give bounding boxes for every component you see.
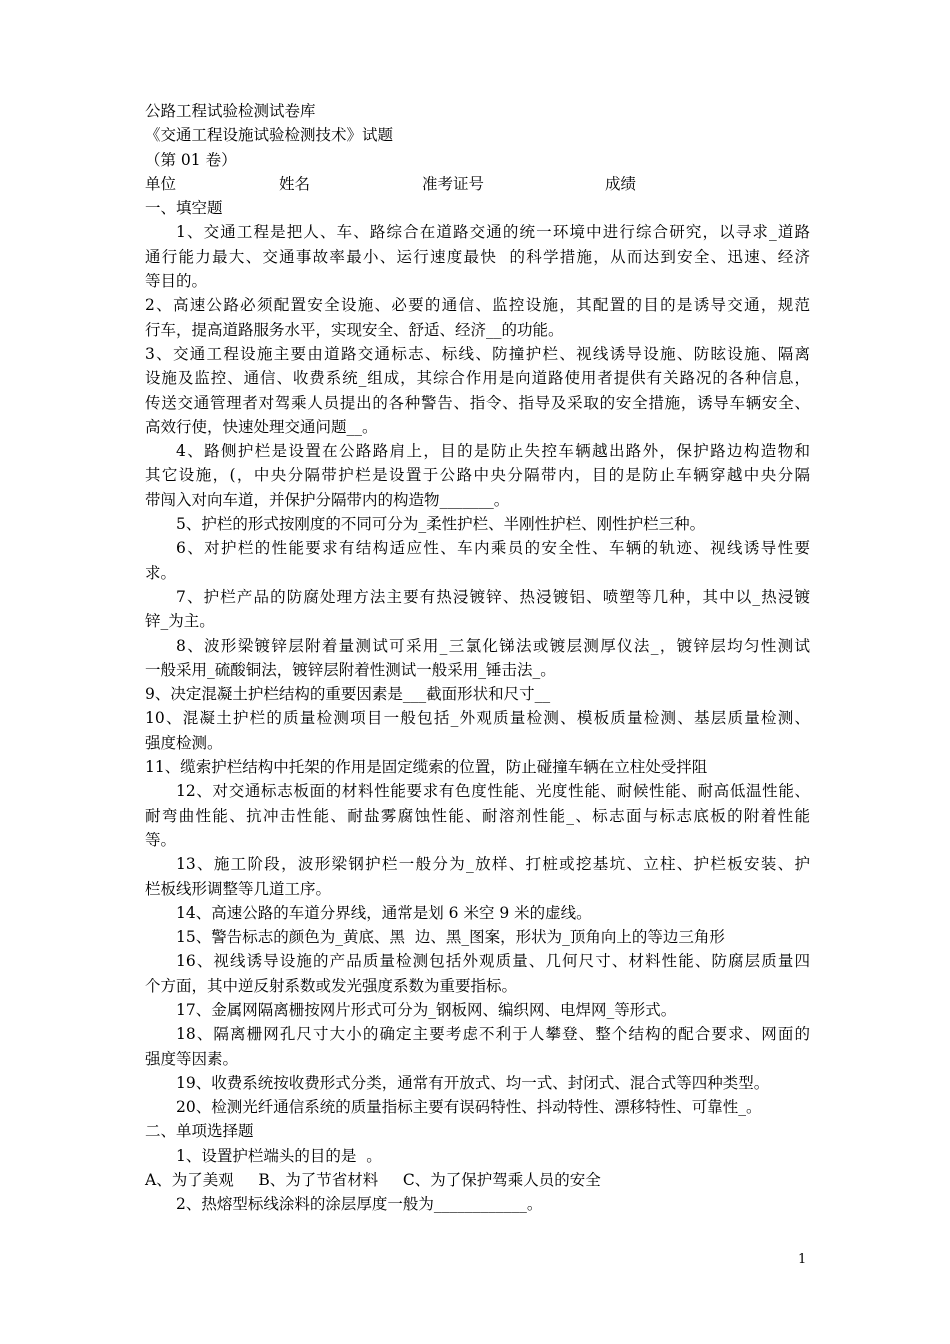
question-line: 栏板线形调整等几道工序。 — [145, 879, 332, 898]
question-line: 等。 — [145, 830, 177, 849]
volume-label: （第 01 卷） — [145, 150, 237, 169]
question-line: 强度检测。 — [145, 733, 223, 752]
document-title: 公路工程试验检测试卷库 — [145, 102, 316, 120]
question-line: 1、交通工程是把人、车、路综合在道路交通的统一环境中进行综合研究，以寻求_道路 — [176, 223, 810, 242]
question-line: 17、金属网隔离栅按网片形式可分为_钢板网、编织网、电焊网_等形式。 — [176, 1000, 677, 1019]
question-line: 3、交通工程设施主要由道路交通标志、标线、防撞护栏、视线诱导设施、防眩设施、隔离 — [145, 344, 810, 363]
question-line: 20、检测光纤通信系统的质量指标主要有误码特性、抖动特性、漂移特性、可靠性_。 — [176, 1098, 762, 1117]
field-exam-id: 准考证号 — [422, 174, 485, 193]
question-line: 8、波形梁镀锌层附着量测试可采用_三氯化锑法或镀层测厚仪法_，镀锌层均匀性测试 — [176, 636, 810, 655]
question-line: 耐弯曲性能、抗冲击性能、耐盐雾腐蚀性能、耐溶剂性能_、标志面与标志底板的附着性能 — [145, 806, 810, 825]
question-line: 12、对交通标志板面的材料性能要求有色度性能、光度性能、耐候性能、耐高低温性能、 — [176, 782, 810, 801]
question-line: 13、施工阶段，波形梁钢护栏一般分为_放样、打桩或挖基坑、立柱、护栏板安装、护 — [176, 855, 810, 874]
section-title: 二、单项选择题 — [145, 1122, 254, 1141]
question-line: 高效行使，快速处理交通问题__。 — [145, 417, 378, 436]
question-line: 设施及监控、通信、收费系统_组成，其综合作用是向道路使用者提供有关路况的各种信息， — [145, 369, 810, 388]
field-name: 姓名 — [279, 174, 311, 193]
question-line: 14、高速公路的车道分界线，通常是划 6 米空 9 米的虚线。 — [176, 903, 592, 922]
question-line: 锌_为主。 — [145, 612, 215, 631]
exam-subtitle: 《交通工程设施试验检测技术》试题 — [145, 126, 394, 145]
question-line: 15、警告标志的颜色为_黄底、黑 边、黑_图案，形状为_顶角向上的等边三角形 — [176, 928, 725, 947]
question-line: 18、隔离栅网孔尺寸大小的确定主要考虑不利于人攀登、整个结构的配合要求、网面的 — [176, 1025, 810, 1044]
question-line: 通行能力最大、交通事故率最小、运行速度最快 的科学措施，从而达到安全、迅速、经济 — [145, 247, 810, 266]
question-line: 10、混凝土护栏的质量检测项目一般包括_外观质量检测、模板质量检测、基层质量检测、 — [145, 709, 810, 728]
candidate-info-row — [145, 172, 810, 196]
question-line: 4、路侧护栏是设置在公路路肩上，目的是防止失控车辆越出路外，保护路边构造物和 — [176, 442, 810, 461]
question-line: 行车，提高道路服务水平，实现安全、舒适、经济__的功能。 — [145, 320, 564, 339]
section-title: 一、填空题 — [145, 199, 223, 218]
question-line: 个方面，其中逆反射系数或发光强度系数为重要指标。 — [145, 976, 518, 995]
page-number: 1 — [798, 1252, 807, 1267]
field-unit: 单位 — [145, 174, 177, 193]
question-line: 等目的。 — [145, 272, 208, 291]
question-line: 带闯入对向车道，并保护分隔带内的构造物_______。 — [145, 490, 510, 509]
question-line: 2、热熔型标线涂料的涂层厚度一般为____________。 — [176, 1195, 543, 1214]
question-line: 9、决定混凝土护栏结构的重要因素是___截面形状和尺寸__ — [145, 685, 551, 704]
answer-options: A、为了美观 B、为了节省材料 C、为了保护驾乘人员的安全 — [145, 1171, 601, 1190]
question-line: 6、对护栏的性能要求有结构适应性、车内乘员的安全性、车辆的轨迹、视线诱导性要 — [176, 539, 810, 558]
question-line: 19、收费系统按收费形式分类，通常有开放式、均一式、封闭式、混合式等四种类型。 — [176, 1073, 770, 1092]
question-line: 7、护栏产品的防腐处理方法主要有热浸镀锌、热浸镀铝、喷塑等几种，其中以_热浸镀 — [176, 587, 810, 606]
question-line: 1、设置护栏端头的目的是 。 — [176, 1146, 382, 1165]
document-body — [145, 99, 810, 1217]
question-line: 求。 — [145, 563, 177, 582]
question-line: 5、护栏的形式按刚度的不同可分为_柔性护栏、半刚性护栏、刚性护栏三种。 — [176, 515, 706, 534]
question-line: 强度等因素。 — [145, 1049, 239, 1068]
field-score: 成绩 — [605, 174, 637, 193]
question-line: 11、缆索护栏结构中托架的作用是固定缆索的位置，防止碰撞车辆在立柱处受拌阻 — [145, 758, 708, 777]
question-line: 其它设施，(，中央分隔带护栏是设置于公路中央分隔带内，目的是防止车辆穿越中央分隔 — [145, 466, 810, 485]
question-line: 16、视线诱导设施的产品质量检测包括外观质量、几何尺寸、材料性能、防腐层质量四 — [176, 952, 810, 971]
question-line: 一般采用_硫酸铜法，镀锌层附着性测试一般采用_锤击法_。 — [145, 660, 556, 679]
question-line: 传送交通管理者对驾乘人员提出的各种警告、指令、指导及采取的安全措施，诱导车辆安全、 — [145, 393, 810, 412]
question-line: 2、高速公路必须配置安全设施、必要的通信、监控设施，其配置的目的是诱导交通，规范 — [145, 296, 810, 315]
